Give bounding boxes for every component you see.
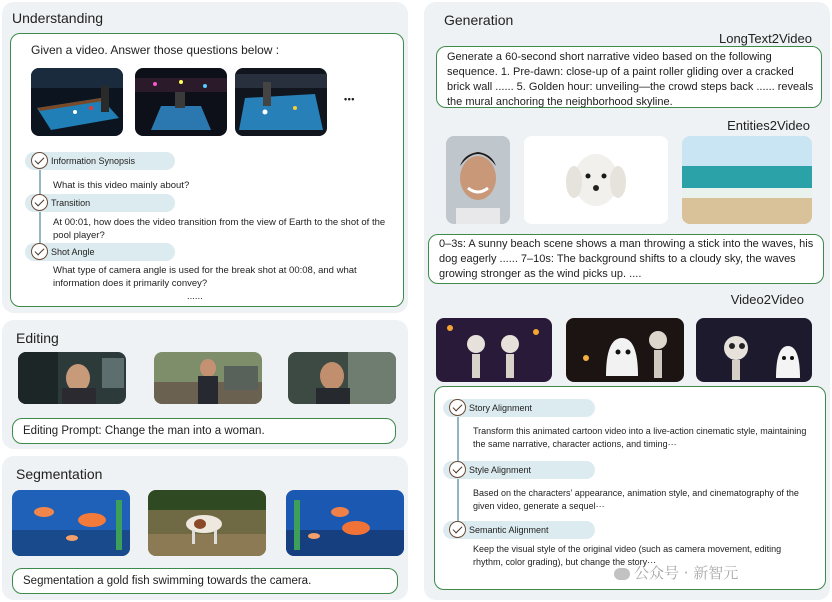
item-semantic-alignment — [443, 521, 595, 539]
video2video-box — [434, 386, 826, 590]
entity-beach-image — [682, 136, 812, 224]
editing-frame-3 — [288, 352, 396, 404]
understanding-panel — [2, 2, 408, 313]
item-style-alignment — [443, 461, 595, 479]
understanding-prompt: Given a video. Answer those questions below : — [31, 43, 280, 57]
understanding-title: Understanding — [12, 10, 104, 26]
question-2: At 00:01, how does the video transition from the view of Earth to the shot of the pool player? — [53, 217, 386, 241]
editing-title: Editing — [16, 330, 59, 346]
segmentation-panel — [2, 456, 408, 600]
segmentation-frame-3 — [286, 490, 404, 556]
wechat-icon — [614, 568, 630, 580]
segmentation-prompt: Segmentation a gold fish swimming towards the camera. — [23, 575, 312, 587]
editing-frame-2 — [154, 352, 262, 404]
generation-title: Generation — [444, 12, 514, 28]
editing-panel — [2, 320, 408, 449]
entities-box — [428, 234, 824, 284]
editing-frame-1 — [18, 352, 126, 404]
editing-prompt: Editing Prompt: Change the man into a woman. — [23, 425, 265, 437]
segmentation-prompt-box — [12, 568, 398, 594]
item-information-synopsis — [25, 152, 175, 170]
check-icon — [31, 243, 48, 260]
editing-prompt-box — [12, 418, 396, 444]
generation-panel — [424, 2, 830, 600]
check-icon — [31, 152, 48, 169]
style-alignment-text: Based on the characters’ appearance, animation style, and cinematography of the given video, generate a sequel··· — [473, 488, 799, 511]
story-alignment-text: Transform this animated cartoon video into a live-action cinematic style, maintaining the same narrative, character actions, and timing··· — [473, 426, 807, 449]
question-3: What type of camera angle is used for the break shot at 00:08, and what information does it primarily convey? — [53, 265, 357, 289]
understanding-box — [10, 33, 404, 307]
item-label: Style Alignment — [469, 465, 532, 475]
item-label: Transition — [51, 198, 91, 208]
ellipsis: ...... — [187, 291, 203, 302]
pool-video-frame-1 — [31, 68, 123, 136]
semantic-alignment-text: Keep the visual style of the original video (such as camera movement, editing rhythm, color grading), but change the story··· — [473, 544, 782, 567]
more-frames-indicator: • • • — [344, 94, 354, 104]
check-icon — [31, 194, 48, 211]
longtext-label: LongText2Video — [718, 31, 812, 46]
cartoon-frame-3 — [696, 318, 812, 382]
entities-prompt: 0–3s: A sunny beach scene shows a man throwing a stick into the waves, his dog eagerly ...... 7–10s: The background shifts to a cloudy sky, the waves growing stronger as the wind picks up. .... — [439, 238, 814, 280]
item-shot-angle — [25, 243, 175, 261]
item-label: Story Alignment — [469, 403, 533, 413]
cartoon-frame-1 — [436, 318, 552, 382]
check-icon — [449, 521, 466, 538]
item-label: Information Synopsis — [51, 156, 136, 166]
question-1: What is this video mainly about? — [53, 180, 190, 191]
watermark — [614, 562, 738, 583]
entity-man-image — [446, 136, 510, 224]
segmentation-frame-2 — [148, 490, 266, 556]
item-label: Semantic Alignment — [469, 525, 549, 535]
pool-video-frame-3 — [235, 68, 327, 136]
segmentation-title: Segmentation — [16, 466, 103, 482]
cartoon-frame-2 — [566, 318, 684, 382]
check-icon — [449, 461, 466, 478]
item-transition — [25, 194, 175, 212]
pool-video-frame-2 — [135, 68, 227, 136]
longtext-box — [436, 46, 822, 108]
entities-label: Entities2Video — [727, 118, 810, 133]
watermark-text: 公众号 · 新智元 — [634, 564, 739, 582]
item-label: Shot Angle — [51, 247, 95, 257]
segmentation-frame-1 — [12, 490, 130, 556]
longtext-prompt: Generate a 60-second short narrative video based on the following sequence. 1. Pre-dawn: close-up of a paint roller gliding over a cracked brick wall ...... 5. Golden hour: unveiling—the crowd steps back ...... reveals the mural anchoring the neighborhood skyline. — [447, 51, 814, 108]
check-icon — [449, 399, 466, 416]
entity-dog-image — [524, 136, 668, 224]
video2video-label: Video2Video — [730, 292, 804, 307]
item-story-alignment — [443, 399, 595, 417]
